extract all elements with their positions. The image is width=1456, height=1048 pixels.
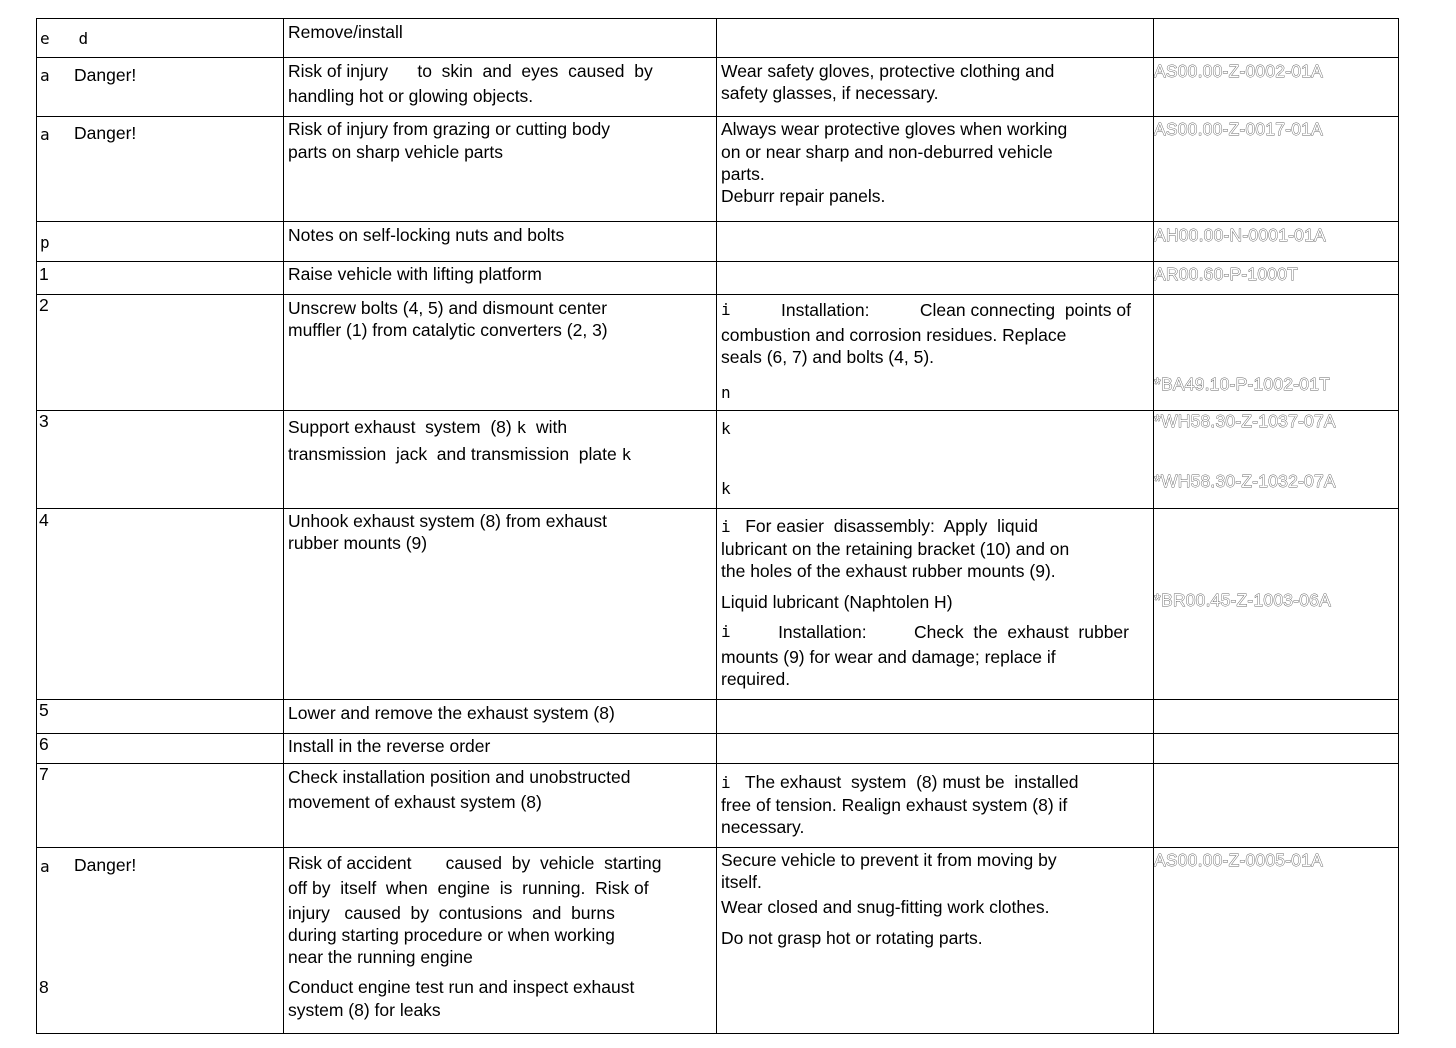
step-text: Risk of injury to skin and eyes caused by <box>288 61 653 81</box>
document-reference: AR00.60-P-1000T <box>1154 264 1299 284</box>
step-number: 4 <box>39 510 49 530</box>
row-divider <box>36 763 1399 764</box>
step-text: handling hot or glowing objects. <box>288 86 534 106</box>
danger-label: Danger! <box>74 65 137 85</box>
row-divider <box>36 57 1399 58</box>
procedure-table <box>36 18 1399 1034</box>
document-reference: *BA49.10-P-1002-01T <box>1154 374 1330 394</box>
note-text: Check the exhaust rubber <box>914 622 1129 642</box>
table-border <box>36 1033 1399 1034</box>
step-number: 2 <box>39 295 49 315</box>
note-text: Deburr repair panels. <box>721 186 886 206</box>
column-divider <box>283 18 284 1034</box>
note-text: itself. <box>721 872 762 892</box>
step-text: during starting procedure or when working <box>288 925 615 945</box>
step-number: 1 <box>39 264 49 284</box>
tool-icon: k <box>516 418 527 437</box>
step-text: muffler (1) from catalytic converters (2, 3) <box>288 320 608 340</box>
step-text: Check installation position and unobstructed <box>288 767 631 787</box>
note-text: parts. <box>721 164 765 184</box>
column-divider <box>716 18 717 1034</box>
step-text: Remove/install <box>288 22 403 42</box>
note-text: on or near sharp and non-deburred vehicle <box>721 142 1053 162</box>
info-icon: i <box>721 517 731 536</box>
tool-icon: k <box>721 479 731 498</box>
step-text: Support exhaust system (8) k with <box>288 417 568 437</box>
danger-icon: a <box>40 125 50 144</box>
note-text: Wear closed and snug-fitting work clothes. <box>721 897 1050 917</box>
note-heading: Installation: <box>778 622 867 642</box>
row-divider <box>36 733 1399 734</box>
step-text: Notes on self-locking nuts and bolts <box>288 225 565 245</box>
row-divider <box>36 508 1399 509</box>
step-number: 7 <box>39 764 49 784</box>
disassembly-note: i For easier disassembly: Apply liquid <box>721 516 1039 536</box>
step-text: transmission jack and transmission plate k <box>288 444 632 464</box>
reference-icon: n <box>721 383 731 402</box>
step-text: Risk of injury from grazing or cutting body <box>288 119 610 139</box>
symbol: e d <box>40 29 89 48</box>
step-number: 3 <box>39 411 49 431</box>
step-text: near the running engine <box>288 947 473 967</box>
note-text: Secure vehicle to prevent it from moving by <box>721 850 1057 870</box>
note-text: free of tension. Realign exhaust system (8) if <box>721 795 1068 815</box>
note-text: Liquid lubricant (Naphtolen H) <box>721 592 953 612</box>
row-divider <box>36 116 1399 117</box>
note-text: necessary. <box>721 817 805 837</box>
document-reference: *BR00.45-Z-1003-06A <box>1154 590 1331 610</box>
step-text: Install in the reverse order <box>288 736 491 756</box>
step-text: off by itself when engine is running. Risk of <box>288 878 649 898</box>
note-text: combustion and corrosion residues. Replace <box>721 325 1067 345</box>
row-divider <box>36 294 1399 295</box>
note-text: required. <box>721 669 791 689</box>
step-text: Unscrew bolts (4, 5) and dismount center <box>288 298 608 318</box>
step-text: movement of exhaust system (8) <box>288 792 542 812</box>
installation-note: i The exhaust system (8) must be installed <box>721 772 1079 792</box>
installation-note <box>721 299 1131 321</box>
document-reference: *WH58.30-Z-1037-07A <box>1154 411 1336 431</box>
step-text: parts on sharp vehicle parts <box>288 142 503 162</box>
info-icon: i <box>721 622 731 641</box>
table-border <box>1398 18 1399 1034</box>
step-text: Lower and remove the exhaust system (8) <box>288 703 615 723</box>
table-border <box>36 18 37 1034</box>
danger-label: Danger! <box>74 855 137 875</box>
installation-note <box>721 621 1129 643</box>
note-heading: Installation: <box>780 300 870 320</box>
step-number: 8 <box>39 977 49 997</box>
document-reference: AH00.00-N-0001-01A <box>1154 225 1326 245</box>
step-text: Raise vehicle with lifting platform <box>288 264 542 284</box>
document-reference: *WH58.30-Z-1032-07A <box>1154 471 1336 491</box>
table-border <box>36 18 1399 19</box>
step-text: rubber mounts (9) <box>288 533 428 553</box>
note-text: Clean connecting points of <box>919 300 1131 320</box>
step-text: system (8) for leaks <box>288 1000 441 1020</box>
note-text: seals (6, 7) and bolts (4, 5). <box>721 347 935 367</box>
note-text: safety glasses, if necessary. <box>721 83 939 103</box>
tool-icon: k <box>721 419 731 438</box>
danger-label: Danger! <box>74 123 137 143</box>
document-reference: AS00.00-Z-0017-01A <box>1154 119 1323 139</box>
document-reference: AS00.00-Z-0002-01A <box>1154 61 1323 81</box>
step-text: Unhook exhaust system (8) from exhaust <box>288 511 608 531</box>
step-text: Risk of accident caused by vehicle starting <box>288 853 662 873</box>
row-divider <box>36 221 1399 222</box>
step-text: injury caused by contusions and burns <box>288 903 615 923</box>
danger-icon: a <box>40 66 50 85</box>
note-text: lubricant on the retaining bracket (10) and on <box>721 539 1070 559</box>
column-divider <box>1153 18 1154 1034</box>
tool-icon: k <box>621 445 632 464</box>
row-divider <box>36 847 1399 848</box>
step-number: 6 <box>39 734 49 754</box>
document-reference: AS00.00-Z-0005-01A <box>1154 850 1323 870</box>
note-text: the holes of the exhaust rubber mounts (9). <box>721 561 1056 581</box>
info-icon: i <box>721 773 731 792</box>
note-text: mounts (9) for wear and damage; replace if <box>721 647 1056 667</box>
row-divider <box>36 261 1399 262</box>
step-text: Conduct engine test run and inspect exhaust <box>288 977 635 997</box>
danger-icon: a <box>40 857 50 876</box>
info-icon: i <box>721 300 731 319</box>
row-divider <box>36 699 1399 700</box>
note-icon: p <box>40 233 50 252</box>
note-text: Wear safety gloves, protective clothing and <box>721 61 1055 81</box>
step-number: 5 <box>39 700 49 720</box>
note-text: Do not grasp hot or rotating parts. <box>721 928 983 948</box>
note-text: Always wear protective gloves when working <box>721 119 1068 139</box>
